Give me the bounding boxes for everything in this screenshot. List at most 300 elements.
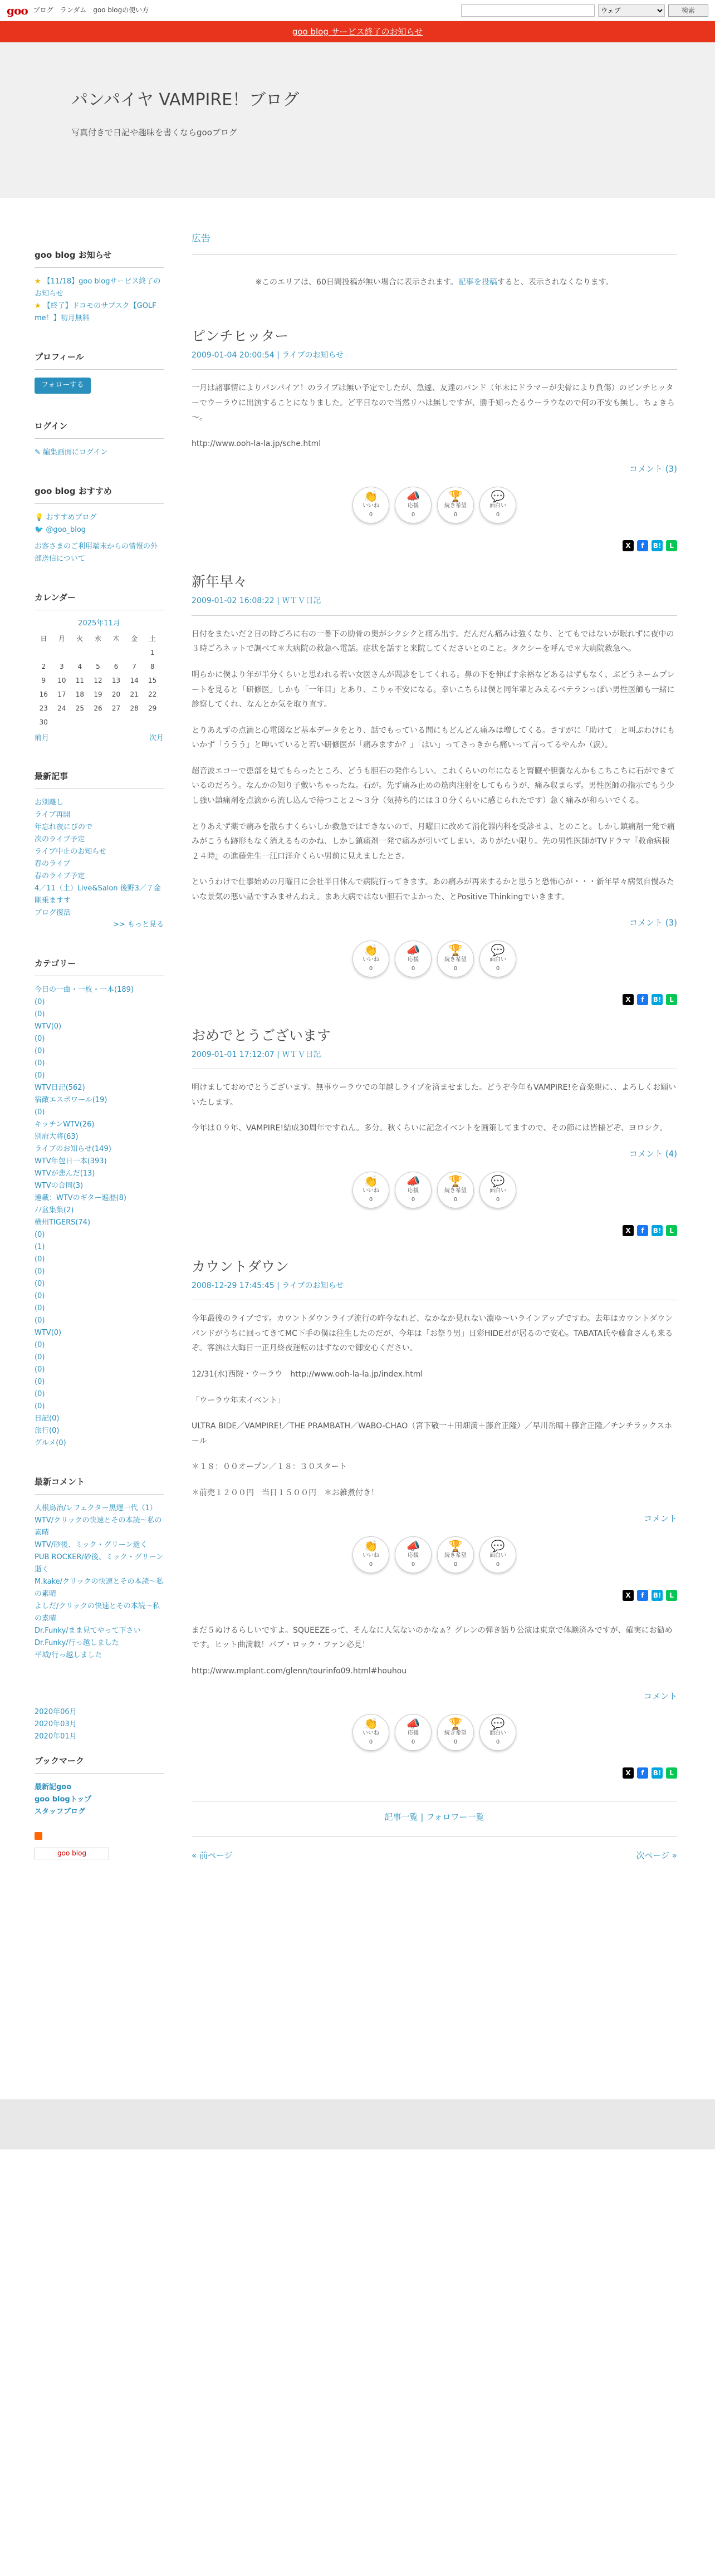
rss-icon[interactable] [35, 1831, 164, 1844]
entry-footer-links: 記事一覧 | フォロワー一覧 [192, 1801, 677, 1824]
share-buttons [192, 1767, 677, 1779]
reaction-icon: 👏 [364, 943, 378, 957]
calendar-day-header: 火 [76, 634, 84, 643]
comment-link[interactable]: コメント (3) [629, 464, 677, 474]
pencil-icon: ✎ [35, 448, 43, 457]
category-link[interactable]: (0) [35, 998, 45, 1007]
x-share-icon[interactable]: X [623, 1225, 634, 1236]
entry-date[interactable]: 2009-01-01 17:12:07 [192, 1050, 275, 1059]
reaction-icon: 📣 [406, 489, 420, 503]
entry-paragraph: 今年最後のライブです。カウントダウンライブ流行の昨今なれど、なかなか見れない濃ゆ～いラインアップですわ。去年はカウントダウンパンドがうちに回ってきてMC下手の僕は往生したのだが、今年は「お祭り男」日彩HIDE君が居るので安心。TABATA氏や藤倉さんも来るぞ。客演は大晦日一正月終夜運転のはずなので御安心ください。 [192, 1314, 673, 1353]
topnav-random[interactable]: ランダム [60, 6, 87, 14]
calendar-day: 15 [148, 676, 157, 684]
category-link[interactable]: (0) [35, 1304, 45, 1313]
comment-link[interactable]: コメント [643, 1513, 677, 1524]
reaction-button[interactable] [395, 1714, 432, 1751]
category-link[interactable]: (0) [35, 1071, 45, 1080]
entry-title[interactable]: カウントダウン [192, 1258, 290, 1275]
entry-paragraph: ULTRA BIDE／VAMPIRE!／THE PRAMBATH／WABO-CHAO（宮下敬一＋田畑満＋藤倉正隆）／早川岳晴＋藤倉正隆／チンチラックスホール [192, 1422, 673, 1446]
reaction-button[interactable] [395, 1536, 432, 1573]
calendar-day [107, 646, 125, 660]
reaction-icon: 💬 [491, 1717, 505, 1731]
entry-paragraph: 明らかに僕より年が半分くらいと思われる若い女医さんが問診をしてくれる。鼻の下を伸ばす余裕などあるはずもなく、ぶどうネームプレートを見ると「研修医」しかも「一年目」とあり、こりゃ不安になる。幸いこちらは僕と同年輩とみえるベテランっぽい男性医師も一緒に診察してくれ、なんとか気を取り直す。 [192, 670, 675, 709]
entry-paragraph: ＊１８：００オープン／１８：３０スタート [192, 1462, 347, 1472]
category-link[interactable]: ﾉﾉ盆集集(2) [35, 1206, 74, 1215]
category-link[interactable]: 日記(0) [35, 1414, 60, 1423]
reaction-count: 0 [411, 1561, 415, 1568]
recent-comment-link[interactable]: 大根鳥治/レフェクター黒遅一代（1） [35, 1504, 157, 1513]
hatena-share-icon[interactable]: B! [652, 540, 663, 551]
category-link[interactable]: WTV日記(562) [35, 1084, 85, 1093]
x-share-icon[interactable]: X [623, 540, 634, 551]
search-scope-select[interactable] [598, 4, 665, 17]
recommend-item[interactable]: 🐦 @goo_blog [35, 525, 86, 534]
reaction-button[interactable] [352, 941, 389, 977]
category-link[interactable]: WTVが悲んだ(13) [35, 1169, 95, 1178]
category-link[interactable]: (0) [35, 1280, 45, 1289]
reaction-label: 面白い [489, 1552, 506, 1559]
calendar-day: 2 [41, 662, 46, 670]
category-link[interactable]: (0) [35, 1108, 45, 1117]
comment-link[interactable]: コメント (3) [629, 917, 677, 928]
reaction-button[interactable] [479, 487, 516, 523]
calendar-day: 23 [39, 704, 48, 712]
line-share-icon[interactable]: L [666, 1590, 677, 1601]
calendar-day-header: 土 [149, 634, 156, 643]
reaction-label: 続き希望 [444, 1730, 467, 1737]
reaction-count: 0 [496, 1739, 500, 1746]
reaction-button[interactable] [479, 941, 516, 977]
calendar-day: 18 [75, 690, 85, 698]
bookmark-link[interactable]: 最新記goo [35, 1783, 72, 1792]
reaction-label: いいね [363, 1730, 379, 1737]
reaction-icon: 📣 [406, 1717, 420, 1731]
calendar-day: 8 [150, 662, 155, 670]
hatena-share-icon[interactable]: B! [652, 994, 663, 1005]
reaction-button[interactable] [395, 1172, 432, 1208]
reaction-button[interactable] [395, 941, 432, 977]
reaction-icon: 👏 [364, 489, 378, 503]
news-item[interactable]: ★ 【終了】ドコモのサブスク【GOLF me！】初月無料 [35, 302, 156, 322]
archive-link[interactable]: 2020年06月 [35, 1708, 77, 1717]
reaction-label: 応援 [408, 956, 419, 963]
category-link[interactable]: グルメ(0) [35, 1439, 66, 1448]
recommend-title: goo blog おすすめ [35, 484, 164, 504]
bulb-icon: 💡 [35, 513, 46, 522]
comment-link[interactable]: コメント [643, 1691, 677, 1702]
goo-logo[interactable]: goo [7, 3, 28, 17]
reaction-icon: 💬 [491, 1539, 505, 1553]
category-box [35, 957, 164, 1449]
entry-title[interactable]: 新年早々 [192, 574, 248, 590]
calendar-day: 28 [130, 704, 139, 712]
reaction-count: 0 [453, 1561, 458, 1568]
reaction-count: 0 [496, 965, 500, 972]
calendar-day [53, 716, 71, 729]
reaction-count: 0 [369, 512, 373, 518]
recent-comment-link[interactable]: Dr.Funky/行っ越しました [35, 1639, 119, 1648]
entry-category[interactable]: ＷＴＶ日記 [282, 1050, 321, 1059]
reaction-button[interactable] [352, 1172, 389, 1208]
reaction-icon: 🏆 [448, 1717, 463, 1731]
archive-link[interactable]: 2020年03月 [35, 1720, 77, 1729]
recent-article-link[interactable]: 次のライブ予定 [35, 835, 85, 844]
twitter-icon: 🐦 [35, 525, 46, 534]
reaction-icon: 🏆 [448, 1539, 463, 1553]
blog-entry [192, 574, 677, 1005]
follow-button[interactable]: フォローする [35, 378, 91, 394]
entry-body [192, 1623, 677, 1679]
category-link[interactable]: 宿敵エスポワール(19) [35, 1096, 107, 1105]
calendar-day [125, 716, 144, 729]
archive-box [35, 1706, 164, 1743]
calendar-day: 9 [41, 676, 46, 684]
login-link[interactable]: ✎ 編集画面にログイン [35, 448, 108, 457]
calendar-day: 12 [94, 676, 102, 684]
calendar-table [35, 632, 161, 729]
facebook-share-icon[interactable]: f [637, 540, 648, 551]
reaction-count: 0 [369, 1196, 373, 1203]
reaction-icon: 💬 [491, 1174, 505, 1188]
reaction-label: 続き希望 [444, 1187, 467, 1194]
profile-box [35, 350, 164, 394]
reaction-icon: 📣 [406, 1539, 420, 1553]
recent-comment-link[interactable]: WTV/砂後、ミック・グリーン逝く [35, 1541, 148, 1550]
reaction-button[interactable] [437, 1172, 474, 1208]
reaction-button[interactable] [395, 487, 432, 523]
calendar-prev[interactable]: 前月 [35, 733, 50, 742]
calendar-day: 7 [132, 662, 136, 670]
sidebar [35, 248, 164, 1885]
x-share-icon[interactable]: X [623, 1590, 634, 1601]
category-link[interactable]: 旅行(0) [35, 1427, 60, 1436]
post-article-link[interactable]: 記事を投稿 [458, 278, 497, 287]
reaction-button[interactable] [352, 1536, 389, 1573]
follower-list-link[interactable]: フォロワー一覧 [426, 1812, 484, 1823]
category-link[interactable]: キッチンWTV(26) [35, 1120, 95, 1129]
facebook-share-icon[interactable]: f [637, 994, 648, 1005]
bookmark-title: ブックマーク [35, 1754, 164, 1774]
calendar-day: 19 [94, 690, 102, 698]
star-icon: ★ [35, 302, 41, 310]
recent-comment-link[interactable]: PUB ROCKER/砂後、ミック・グリーン逝く [35, 1553, 164, 1574]
pager [192, 1836, 677, 1862]
entry-date[interactable]: 2009-01-04 20:00:54 [192, 350, 275, 360]
reaction-label: 面白い [489, 956, 506, 963]
recent-article-link[interactable]: ブログ復活 [35, 909, 71, 918]
reaction-button[interactable] [437, 487, 474, 523]
entry-category[interactable]: ライブのお知らせ [282, 350, 344, 360]
reaction-button[interactable] [437, 1536, 474, 1573]
entry-meta: 2009-01-02 16:08:22 | ＷＴＶ日記 [192, 595, 677, 615]
entry-paragraph: というわけで仕事始めの月曜日に会社半日休んで病院行ってきます。あの痛みが再来するかと思うと恐怖心が・・・新年早々病気自慢みたいな景気の悪い話ですみませんねえ。まあ大病ではない胆石でよかった、とPositive Thinkingでいきます。 [192, 878, 674, 902]
category-link[interactable]: (0) [35, 1010, 45, 1019]
reaction-count: 0 [411, 965, 415, 972]
profile-title: プロフィール [35, 350, 164, 370]
article-list-link[interactable]: 記事一覧 [384, 1812, 418, 1823]
category-link[interactable]: ライブのお知らせ(149) [35, 1145, 111, 1154]
calendar-day [71, 646, 89, 660]
reaction-count: 0 [411, 1739, 415, 1746]
blog-subtitle: 写真付きで日記や趣味を書くならgooブログ [71, 128, 237, 138]
hatena-share-icon[interactable]: B! [652, 1225, 663, 1236]
calendar-day: 29 [148, 704, 157, 712]
calendar-day-header: 日 [40, 634, 47, 643]
recent-comment-link[interactable]: M.kake/クリックの快速とその本読～私の素晴 [35, 1578, 164, 1599]
goo-blog-badge[interactable]: goo blog [35, 1848, 109, 1859]
entry-category[interactable]: ライブのお知らせ [282, 1281, 344, 1290]
reaction-buttons [192, 1172, 677, 1208]
recent-article-link[interactable]: 春のライブ [35, 860, 71, 869]
line-share-icon[interactable]: L [666, 540, 677, 551]
category-link[interactable]: (0) [35, 1292, 45, 1301]
calendar-day: 6 [114, 662, 119, 670]
reaction-count: 0 [453, 1196, 458, 1203]
entry-paragraph: ＊前売１２００円 当日１５００円 ＊お雑煮付き！ [192, 1488, 379, 1497]
news-item[interactable]: ★ 【11/18】goo blogサービス終了のお知らせ [35, 277, 161, 298]
category-title: カテゴリー [35, 957, 164, 976]
reaction-icon: 🏆 [448, 943, 463, 957]
reaction-count: 0 [496, 512, 500, 518]
entry-body [192, 1311, 677, 1500]
calendar-day: 11 [75, 676, 85, 684]
bookmark-link[interactable]: goo blogトップ [35, 1795, 92, 1804]
calendar-day: 5 [96, 662, 100, 670]
reaction-icon: 🏆 [448, 1174, 463, 1188]
reaction-button[interactable] [352, 487, 389, 523]
share-buttons [192, 994, 677, 1005]
recent-comment-link[interactable]: Dr.Funky/まま見てやって下さい [35, 1627, 141, 1635]
reaction-button[interactable] [479, 1714, 516, 1751]
reaction-count: 0 [496, 1196, 500, 1203]
comments-title: 最新コメント [35, 1475, 164, 1495]
search-button[interactable]: 検索 [668, 4, 708, 17]
entry-date[interactable]: 2008-12-29 17:45:45 [192, 1281, 275, 1290]
calendar-day: 4 [77, 662, 82, 670]
blog-entry [192, 328, 677, 552]
reaction-button[interactable] [352, 1714, 389, 1751]
star-icon: ★ [35, 277, 41, 286]
category-link[interactable]: (1) [35, 1243, 45, 1252]
calendar-day: 1 [150, 648, 155, 657]
category-link[interactable]: (0) [35, 1059, 45, 1068]
category-link[interactable]: (0) [35, 1378, 45, 1387]
reaction-count: 0 [369, 1739, 373, 1746]
blog-entry [192, 1027, 677, 1236]
reaction-buttons [192, 487, 677, 523]
x-share-icon[interactable]: X [623, 1767, 634, 1779]
ad-note: ※このエリアは、60日間投稿が無い場合に表示されます。記事を投稿すると、表示されなくなります。 [255, 278, 614, 287]
reaction-label: 応援 [408, 1552, 419, 1559]
line-share-icon[interactable]: L [666, 1767, 677, 1779]
login-title: ログイン [35, 419, 164, 439]
archive-link[interactable]: 2020年01月 [35, 1732, 77, 1741]
facebook-share-icon[interactable]: f [637, 1225, 648, 1236]
service-end-notice[interactable]: goo blog サービス終了のお知らせ [0, 21, 715, 42]
next-page-link[interactable]: 次ページ » [636, 1850, 677, 1861]
calendar-box [35, 591, 164, 745]
calendar-day: 13 [111, 676, 121, 684]
entry-title[interactable]: おめでとうございます [192, 1027, 331, 1044]
category-link[interactable]: (0) [35, 1035, 45, 1044]
reaction-label: 応援 [408, 1730, 419, 1737]
calendar-month: 2025年11月 [78, 619, 120, 628]
reaction-button[interactable] [479, 1536, 516, 1573]
reaction-button[interactable] [437, 1714, 474, 1751]
entry-paragraph: 一月は諸事情によりパンパイア！のライブは無い予定でしたが、急遽、友達のバンド（年末にドラマーが尖骨により負傷）のピンチヒッターでウーラウに出演することになりました。ど平日なので当然リハは無しですが、勝手知ったるウーラウなので何の不安も無し。ちょきら～。 [192, 383, 675, 423]
recent-title: 最新記事 [35, 770, 164, 789]
category-link[interactable]: 連載：WTVのギター遍歴(8) [35, 1194, 126, 1203]
category-link[interactable]: (0) [35, 1231, 45, 1240]
line-share-icon[interactable]: L [666, 1225, 677, 1236]
hatena-share-icon[interactable]: B! [652, 1767, 663, 1779]
entry-paragraph: 12/31(水)西院・ウーラウ http://www.ooh-la-la.jp/index.html [192, 1369, 423, 1379]
entry-paragraph: 日付をまたいだ２日の時ごろに右の一番下の肋骨の奥がシクシクと痛み出す。だんだん痛みは強くなり、とてもではないが眠れずに夜中の３時ごろネットで調べて＊大病院の救急へ電話。症状を話すと来院してくださいとのこと。タクシーを呼んで＊大病院救急へ。 [192, 629, 674, 654]
calendar-title: カレンダー [35, 591, 164, 610]
category-link[interactable]: WTV(0) [35, 1022, 62, 1031]
category-link[interactable]: (0) [35, 1402, 45, 1411]
category-link[interactable]: (0) [35, 1353, 45, 1362]
calendar-day: 20 [111, 690, 121, 698]
bookmark-link[interactable]: スタッフブログ [35, 1808, 86, 1816]
reaction-icon: 👏 [364, 1174, 378, 1188]
topnav-blog[interactable]: ブログ [33, 6, 53, 14]
calendar-day [71, 716, 89, 729]
news-box [35, 248, 164, 325]
entry-paragraph: まだ５ぬけるらしいですよ。SQUEEZEって、そんなに人気ないのかなぁ？グレンの弾き語り公演は東京で体験済みですが、確実にお勧めです。ヒット曲満載！パブ・ロック・ファン必見！ [192, 1625, 673, 1650]
reaction-count: 0 [453, 512, 458, 518]
bookmark-box [35, 1754, 164, 1859]
login-box [35, 419, 164, 459]
calendar-day: 17 [57, 690, 66, 698]
recent-comment-link[interactable]: よしだ/クリックの快速とその本読～私の素晴 [35, 1602, 160, 1623]
entry-meta: 2009-01-04 20:00:54 | ライブのお知らせ [192, 349, 677, 370]
reaction-label: 面白い [489, 503, 506, 510]
blog-title[interactable]: パンパイヤ VAMPIRE！ブログ [71, 90, 300, 110]
category-link[interactable]: 横州TIGERS(74) [35, 1218, 91, 1227]
recommend-item[interactable]: お客さまのご利用端末からの情報の外部送信について [35, 542, 158, 563]
reaction-label: いいね [363, 1187, 379, 1194]
comment-link[interactable]: コメント (4) [629, 1148, 677, 1159]
recent-article-link[interactable]: 年忘れ夜にびので [35, 823, 93, 832]
calendar-day-header: 木 [112, 634, 120, 643]
calendar-day [89, 646, 107, 660]
entry-link[interactable]: http://www.ooh-la-la.jp/sche.html [192, 439, 321, 448]
entry-meta: 2009-01-01 17:12:07 | ＷＴＶ日記 [192, 1049, 677, 1069]
category-link[interactable]: (0) [35, 1267, 45, 1276]
search-input[interactable] [461, 4, 595, 17]
calendar-day: 26 [94, 704, 102, 712]
calendar-day [107, 716, 125, 729]
reaction-icon: 👏 [364, 1539, 378, 1553]
reaction-label: 応援 [408, 503, 419, 510]
recent-article-link[interactable]: 4／11（土）Live&Salon 後野3／７金剛乗ますす [35, 884, 161, 905]
share-buttons [192, 1590, 677, 1601]
reaction-icon: 👏 [364, 1717, 378, 1731]
calendar-next[interactable]: 次月 [149, 733, 164, 742]
entry-paragraph: 「ウーラウ年末イベント」 [192, 1395, 285, 1405]
entry-body [192, 627, 677, 905]
category-link[interactable]: WTV年包日一本(393) [35, 1157, 107, 1166]
category-link[interactable]: 別府大将(63) [35, 1133, 79, 1142]
recent-article-link[interactable]: お別離し [35, 799, 64, 807]
top-bar [0, 0, 715, 21]
category-link[interactable]: (0) [35, 1390, 45, 1399]
reaction-icon: 🏆 [448, 489, 463, 503]
reaction-buttons [192, 1714, 677, 1751]
hatena-share-icon[interactable]: B! [652, 1590, 663, 1601]
blog-header [0, 42, 715, 198]
prev-page-link[interactable]: « 前ページ [192, 1850, 233, 1861]
category-link[interactable]: (0) [35, 1365, 45, 1374]
gray-band [0, 2099, 715, 2149]
category-link[interactable]: (0) [35, 1316, 45, 1325]
calendar-day [125, 646, 144, 660]
calendar-day [53, 646, 71, 660]
reaction-button[interactable] [437, 941, 474, 977]
category-link[interactable]: WTVの合同(3) [35, 1182, 84, 1191]
reaction-label: いいね [363, 503, 379, 510]
category-link[interactable]: (0) [35, 1255, 45, 1264]
category-link[interactable]: WTV(0) [35, 1329, 62, 1338]
top-search [461, 4, 708, 17]
facebook-share-icon[interactable]: f [637, 1590, 648, 1601]
recent-comment-link[interactable]: WTV/クリックの快速とその本読～私の素晴 [35, 1516, 162, 1537]
entry-category[interactable]: ＷＴＶ日記 [282, 596, 321, 606]
recommend-item[interactable]: 💡 おすすめブログ [35, 513, 97, 522]
category-link[interactable]: (0) [35, 1341, 45, 1350]
reaction-label: いいね [363, 1552, 379, 1559]
reaction-label: 続き希望 [444, 956, 467, 963]
ad-heading: 広告 [192, 232, 677, 255]
reaction-count: 0 [453, 1739, 458, 1746]
entry-meta: 2008-12-29 17:45:45 | ライブのお知らせ [192, 1280, 677, 1300]
category-link[interactable]: (0) [35, 1047, 45, 1056]
reaction-count: 0 [369, 965, 373, 972]
reaction-button[interactable] [479, 1172, 516, 1208]
recent-article-link[interactable]: ライブ中止のお知らせ [35, 848, 106, 856]
calendar-day: 24 [57, 704, 66, 712]
reaction-label: 続き希望 [444, 503, 467, 510]
calendar-day: 14 [130, 676, 139, 684]
category-link[interactable]: 今日の一曲・一枚・一本(189) [35, 986, 134, 995]
reaction-label: いいね [363, 956, 379, 963]
entry-title[interactable]: ピンチヒッター [192, 327, 289, 344]
news-title: goo blog お知らせ [35, 248, 164, 268]
entry-paragraph: 明けましておめでとうございます。無事ウーラウでの年越しライブを済ませました。どうぞ今年もVAMPIRE!を音楽親に、、よろしくお願いいたします。 [192, 1083, 677, 1107]
recent-article-link[interactable]: ライブ再開 [35, 811, 71, 820]
calendar-day [35, 646, 53, 660]
entry-date[interactable]: 2009-01-02 16:08:22 [192, 596, 275, 606]
entry-link[interactable]: http://www.mplant.com/glenn/tourinfo09.html#houhou [192, 1666, 407, 1676]
reaction-count: 0 [411, 1196, 415, 1203]
recent-more-link[interactable]: >> もっと見る [113, 920, 164, 929]
calendar-day: 25 [75, 704, 85, 712]
calendar-day [143, 716, 161, 729]
facebook-share-icon[interactable]: f [637, 1767, 648, 1779]
reaction-label: 面白い [489, 1730, 506, 1737]
reaction-label: 応援 [408, 1187, 419, 1194]
line-share-icon[interactable]: L [666, 994, 677, 1005]
x-share-icon[interactable]: X [623, 994, 634, 1005]
recent-article-link[interactable]: 春のライブ予定 [35, 872, 85, 881]
blog-entry [192, 1258, 677, 1601]
calendar-day: 22 [148, 690, 157, 698]
reaction-icon: 💬 [491, 943, 505, 957]
calendar-day: 27 [111, 704, 121, 712]
topnav-howto[interactable]: goo blogの使い方 [93, 6, 149, 14]
recent-comment-link[interactable]: 平城/行っ越しました [35, 1651, 102, 1660]
